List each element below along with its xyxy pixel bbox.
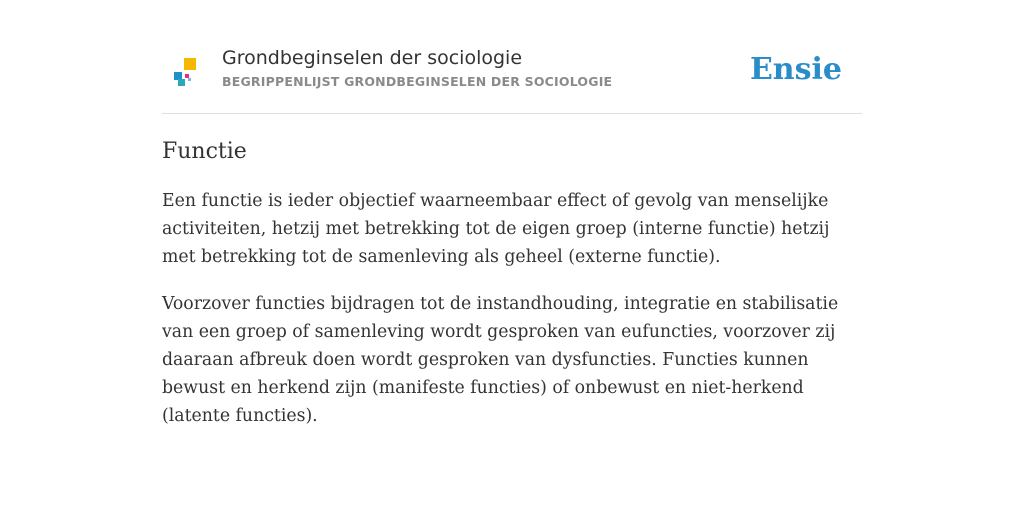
entry-content: [162, 136, 862, 449]
site-title[interactable]: Grondbeginselen der sociologie: [222, 47, 523, 69]
logo-square-yellow: [184, 58, 196, 70]
logo-square-teal: [178, 79, 185, 86]
site-subtitle[interactable]: BEGRIPPENLIJST GRONDBEGINSELEN DER SOCIOLOGIE: [222, 74, 613, 89]
header: [162, 40, 862, 114]
logo-square-lightblue: [188, 78, 191, 81]
entry-title: Functie: [162, 139, 247, 164]
ensie-logo-icon[interactable]: [174, 58, 198, 88]
header-titles: [222, 46, 612, 90]
entry-paragraph-2: Voorzover functies bijdragen tot de instandhouding, integratie en stabilisatie van een groep of samenleving wordt gesproken van eufuncties, voorzover zij daaraan afbreuk doen wordt gesproken van dysfuncties. Functies kunnen bewust en herkend zijn (manifeste functies) of onbewust en niet-herkend (latente functies).: [162, 294, 839, 426]
entry-paragraph-1: Een functie is ieder objectief waarneembaar effect of gevolg van menselijke activiteiten, hetzij met betrekking tot de eigen groep (interne functie) hetzij met betrekking tot de samenleving als geheel (externe functie).: [162, 191, 830, 267]
brand-logo[interactable]: Ensie: [749, 52, 842, 87]
